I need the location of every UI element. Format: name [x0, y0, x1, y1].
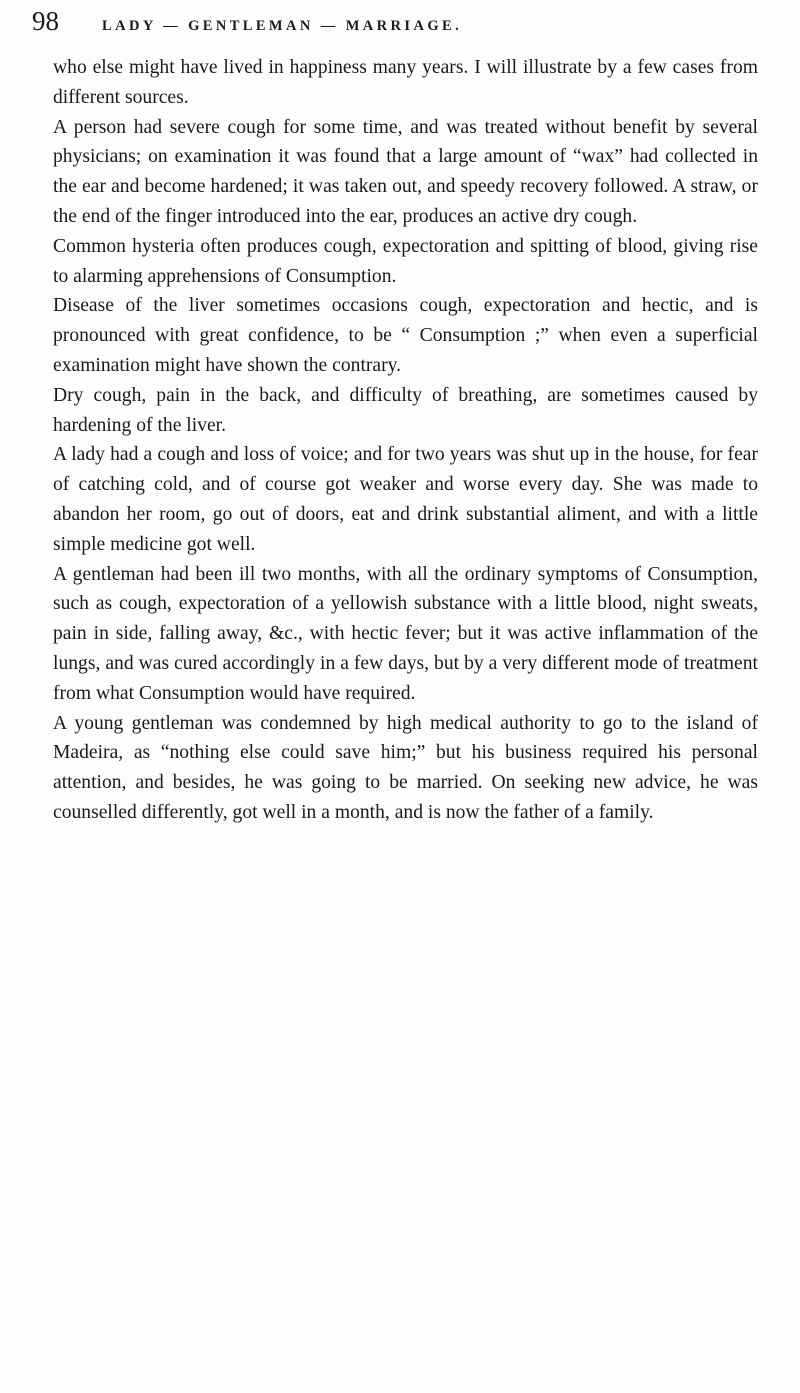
- running-title: LADY — GENTLEMAN — MARRIAGE.: [102, 18, 463, 34]
- paragraph: Disease of the liver sometimes occasions cough, expectoration and hectic, and is pronounced with great confidence, to be “ Consumption ;” when even a superficial examination might have shown the contrary.: [53, 295, 758, 376]
- paragraph: Common hysteria often produces cough, expectoration and spitting of blood, giving rise to alarming apprehensions of Consumption.: [53, 235, 758, 287]
- paragraph: A lady had a cough and loss of voice; and for two years was shut up in the house, for fear of catching cold, and of course got weaker and worse every day. She was made to abandon her room, go out of doors, eat and drink substantial aliment, and with a little simple medicine got well.: [53, 444, 758, 555]
- paragraph: A person had severe cough for some time, and was treated without benefit by several physicians; on examination it was found that a large amount of “wax” had collected in the ear and become hardened; it was taken out, and speedy recovery followed. A straw, or the end of the finger introduced into the ear, produces an active dry cough.: [53, 116, 758, 227]
- paragraph: A gentleman had been ill two months, with all the ordinary symptoms of Consumption, such as cough, expectoration of a yellowish substance with a little blood, night sweats, pain in side, falling away, &c., with hectic fever; but it was active inflammation of the lungs, and was cured accordingly in a few days, but by a very different mode of treatment from what Consumption would have required.: [53, 563, 758, 704]
- page-number: 98: [32, 6, 59, 36]
- body-text: [53, 53, 758, 828]
- paragraph: Dry cough, pain in the back, and difficulty of breathing, are sometimes caused by hardening of the liver.: [53, 384, 758, 436]
- paragraph: A young gentleman was condemned by high medical authority to go to the island of Madeira, as “nothing else could save him;” but his business required his personal attention, and besides, he was going to be married. On seeking new advice, he was counselled differently, got well in a month, and is now the father of a family.: [53, 712, 758, 823]
- running-head: [32, 6, 772, 42]
- paragraph: who else might have lived in happiness many years. I will illustrate by a few cases from different sources.: [53, 57, 758, 108]
